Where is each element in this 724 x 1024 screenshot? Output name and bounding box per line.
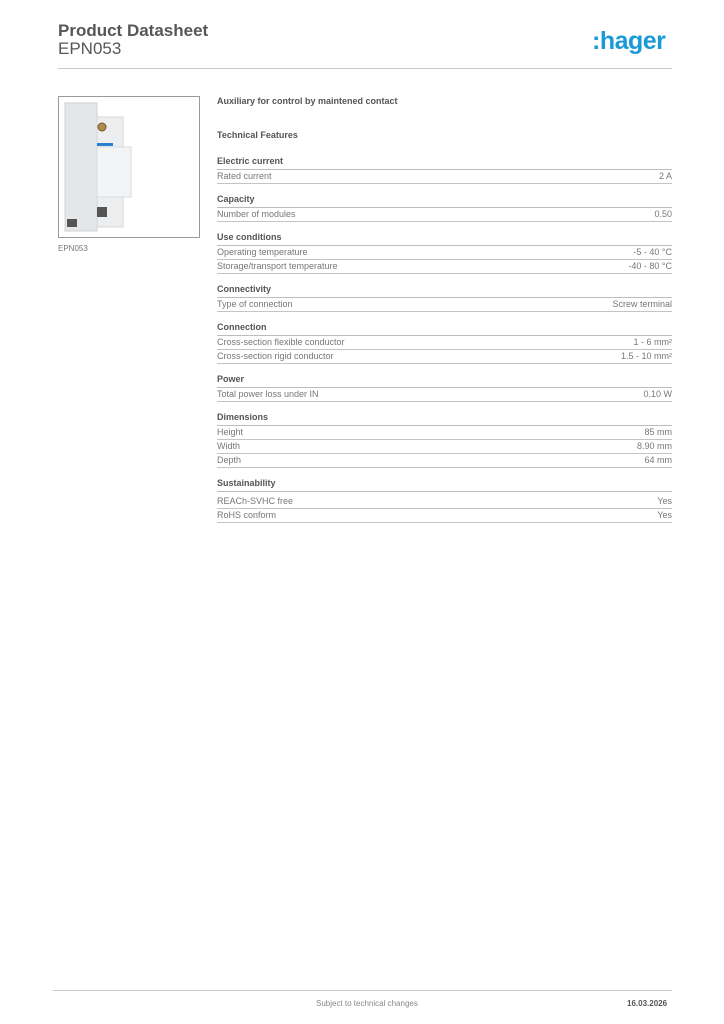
spec-row [217, 426, 672, 440]
spec-label: Type of connection [217, 299, 293, 309]
group-dimensions [217, 411, 672, 468]
spec-label: Depth [217, 455, 242, 465]
product-description: Auxiliary for control by maintened contact [217, 96, 398, 106]
spec-value: Screw terminal [612, 299, 672, 309]
spec-row [217, 440, 672, 454]
header-divider [58, 68, 672, 69]
spec-row [217, 350, 672, 364]
spec-row [217, 170, 672, 184]
spec-label: Cross-section rigid conductor [217, 351, 334, 361]
spec-value: Yes [657, 496, 672, 506]
spec-value: 0.50 [654, 209, 672, 219]
spec-label: REACh-SVHC free [217, 496, 294, 506]
spec-value: -40 - 80 °C [628, 261, 672, 271]
spec-label: Height [217, 427, 244, 437]
group-title: Dimensions [217, 411, 672, 426]
group-title: Connectivity [217, 283, 672, 298]
product-code: EPN053 [58, 39, 122, 58]
product-image [58, 96, 200, 238]
spec-row [217, 246, 672, 260]
spec-label: Width [217, 441, 241, 451]
footer-note: Subject to technical changes [316, 999, 418, 1008]
group-title: Capacity [217, 193, 672, 208]
hager-logo: :hager [592, 27, 666, 55]
spec-row [217, 495, 672, 509]
spec-row [217, 298, 672, 312]
group-title: Connection [217, 321, 672, 336]
footer-divider [53, 990, 672, 991]
spec-row [217, 260, 672, 274]
group-electric-current [217, 155, 672, 184]
group-power [217, 373, 672, 402]
spec-label: Total power loss under IN [217, 389, 319, 399]
spec-value: 85 mm [644, 427, 672, 437]
spec-row [217, 388, 672, 402]
spec-row [217, 509, 672, 523]
technical-content [217, 96, 672, 532]
spec-row [217, 208, 672, 222]
spec-label: Number of modules [217, 209, 296, 219]
spec-label: RoHS conform [217, 510, 277, 520]
group-connection [217, 321, 672, 364]
spec-value: 0.10 W [643, 389, 672, 399]
spec-label: Rated current [217, 171, 272, 181]
group-title: Sustainability [217, 477, 672, 492]
spec-value: 8.90 mm [636, 441, 672, 451]
spec-value: Yes [657, 510, 672, 520]
spec-row [217, 454, 672, 468]
spec-label: Operating temperature [217, 247, 308, 257]
footer-date: 16.03.2026 [627, 999, 668, 1008]
group-use-conditions [217, 231, 672, 274]
product-photo-icon [59, 97, 199, 237]
page-title: Product Datasheet [58, 21, 209, 40]
spec-value: -5 - 40 °C [633, 247, 672, 257]
spec-row [217, 336, 672, 350]
group-sustainability [217, 477, 672, 523]
section-title: Technical Features [217, 130, 298, 140]
image-caption: EPN053 [58, 244, 88, 253]
group-capacity [217, 193, 672, 222]
spec-value: 1.5 - 10 mm² [620, 351, 672, 361]
group-title: Electric current [217, 155, 672, 170]
group-connectivity [217, 283, 672, 312]
spec-label: Cross-section flexible conductor [217, 337, 345, 347]
spec-value: 2 A [658, 171, 672, 181]
spec-value: 1 - 6 mm² [633, 337, 672, 347]
group-title: Power [217, 373, 672, 388]
spec-label: Storage/transport temperature [217, 261, 338, 271]
spec-value: 64 mm [644, 455, 672, 465]
group-title: Use conditions [217, 231, 672, 246]
